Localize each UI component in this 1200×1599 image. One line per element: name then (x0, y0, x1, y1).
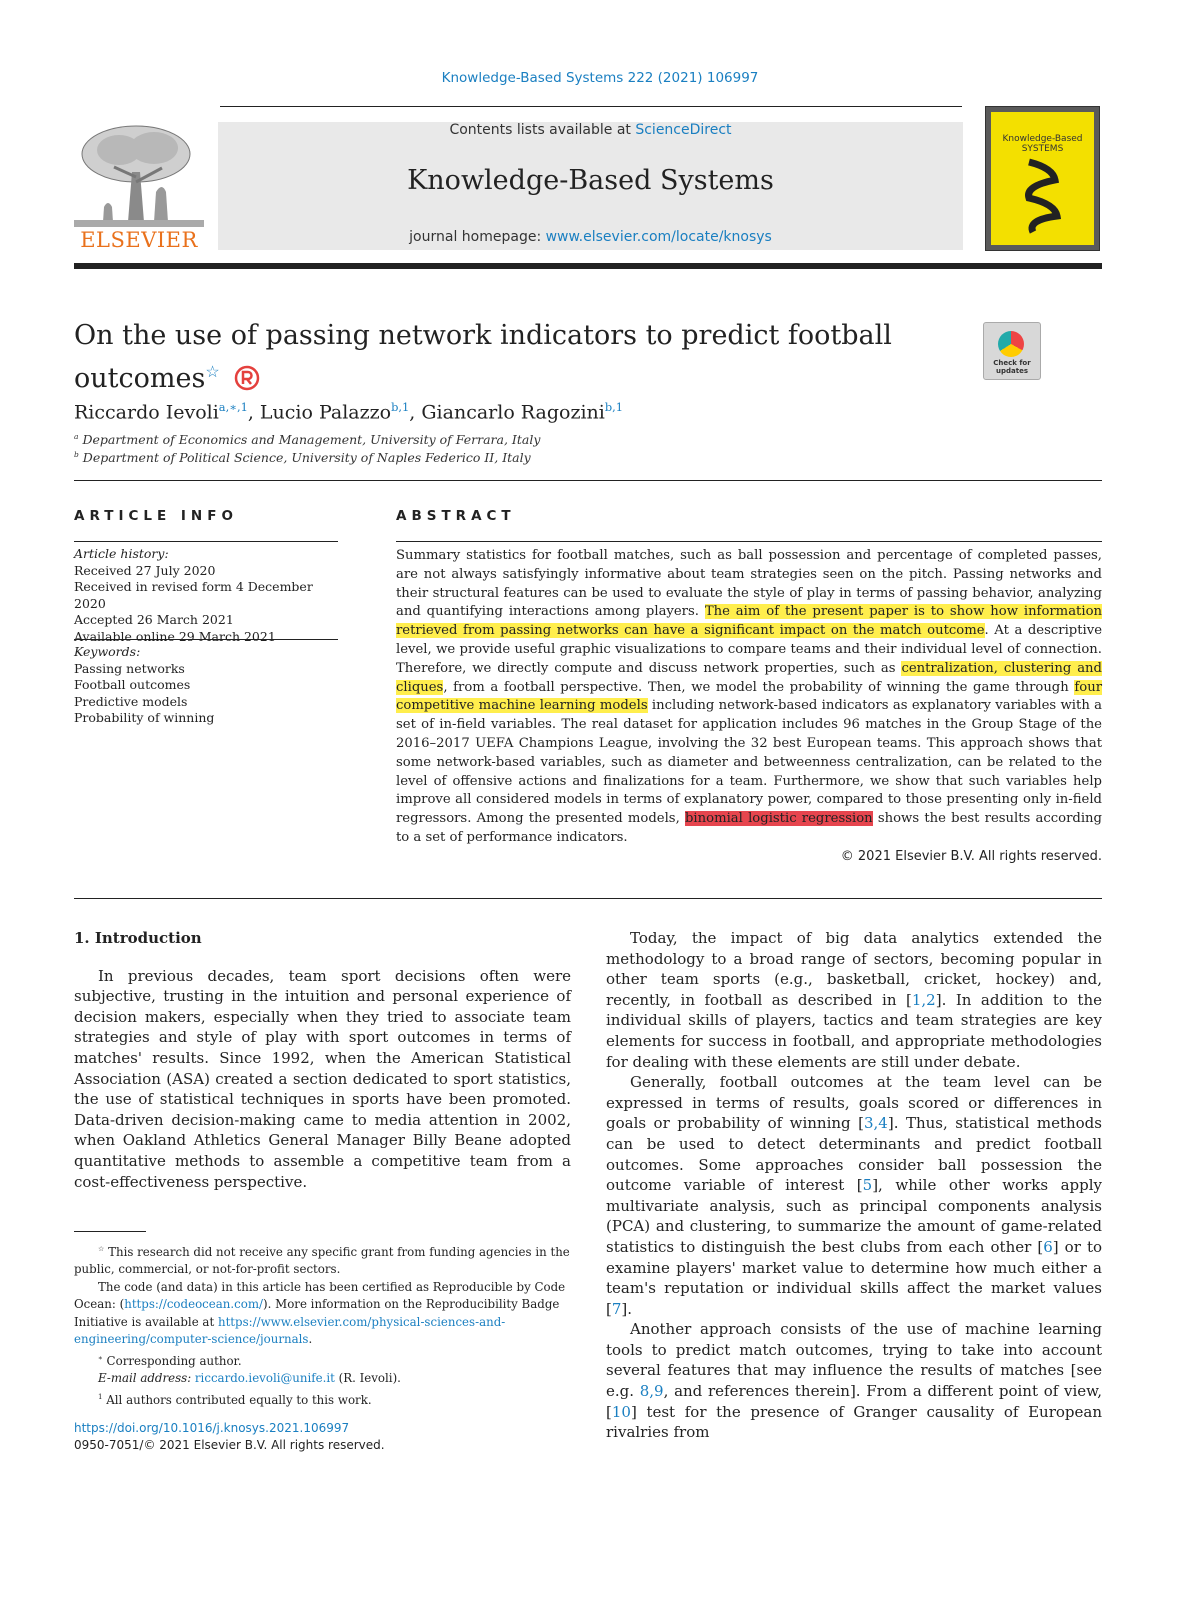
keywords (74, 644, 338, 727)
text: Today, the impact of big data analytics extended the methodology to a broad range of sectors, becoming popular in other team sports (e.g., basketball, cricket, hockey) and, recently, in football as described in [ (606, 929, 1102, 1009)
footnote-text: (R. Ievoli). (334, 1371, 401, 1386)
author-affiliation-marks[interactable]: b,1 (391, 400, 410, 414)
text: ] or to examine players' market value to determine how much either a team's reputation or individual skills affect the market values [ (606, 1237, 1102, 1318)
header-top-rule (220, 106, 962, 107)
citation-link[interactable]: 5 (862, 1176, 873, 1195)
contents-line (218, 122, 963, 138)
journal-title: Knowledge-Based Systems (407, 165, 774, 196)
footnotes (74, 1240, 571, 1409)
text: ], while other works apply multivariate analysis, such as principal components analysis (PCA) and clustering, to summarize the amount of game-related statistics to distinguish the best clubs from each other [ (606, 1176, 1102, 1256)
header-thick-rule (74, 263, 1102, 269)
abstract-rule (396, 541, 1102, 542)
article-title (74, 318, 894, 397)
citation-link[interactable]: 1,2 (911, 990, 936, 1009)
left-column (74, 928, 571, 1192)
footnote-mark: ☆ (98, 1244, 105, 1253)
abstract-segment: , from a football perspective. Then, we model the probability of winning the game through (443, 679, 1075, 695)
abstract-segment: shows the best results according to a set of performance indicators. (396, 811, 1102, 845)
keywords-label: Keywords: (74, 644, 141, 659)
affiliation-text: Department of Economics and Management, University of Ferrara, Italy (82, 432, 541, 448)
author-separator: , (247, 401, 260, 424)
footnote-corresponding (74, 1349, 571, 1370)
doi-block (74, 1420, 385, 1454)
text: ]. In addition to the individual skills of players, tactics and team strategies are key elements for success in football, and appropriate methodologies for dealing with these elements are still under debate. (606, 990, 1102, 1071)
issn-line: 0950-7051/© 2021 Elsevier B.V. All rights reserved. (74, 1438, 385, 1452)
text: ]. (621, 1299, 633, 1318)
body-paragraph: In previous decades, team sport decisions often were subjective, trusting in the intuition and personal experience of decision makers, especially when they tried to associate team strategies and style of play with sport outcomes in terms of matches' results. Since 1992, when the American Statistical Association (ASA) created a section dedicated to sport statistics, the use of statistical techniques in sports have been promoted. Data-driven decision-making came to media attention in 2002, when Oakland Athletics General Manager Billy Beane adopted quantitative methods to assemble a competitive team from a cost-effectiveness perspective. (74, 966, 571, 1191)
homepage-prefix: journal homepage: (409, 229, 546, 245)
affiliation-b (74, 450, 531, 465)
cover-title: Knowledge-Based SYSTEMS (1002, 134, 1083, 154)
journal-reference[interactable]: Knowledge-Based Systems 222 (2021) 106997 (441, 70, 759, 86)
footnote-text: . (308, 1332, 313, 1347)
article-history (74, 546, 338, 645)
citation-link[interactable]: 7 (611, 1299, 622, 1318)
homepage-line (218, 229, 963, 245)
author-affiliation-marks[interactable]: a,∗,1 (218, 400, 248, 414)
affiliation-a (74, 432, 540, 447)
author-list (74, 400, 623, 423)
body-paragraph (606, 928, 1102, 1072)
cover-panel (991, 112, 1094, 245)
history-label: Article history: (74, 546, 169, 561)
footnote-text: Corresponding author. (102, 1353, 242, 1368)
author-affiliation-marks[interactable]: b,1 (604, 400, 624, 414)
title-line-2: outcomes (74, 363, 206, 394)
article-info-rule (74, 541, 338, 542)
body-rule (74, 898, 1102, 899)
email-label: E-mail address: (98, 1371, 192, 1386)
abstract-segment: including network-based indicators as explanatory variables with a set of in-field variables. The real dataset for application includes 96 matches in the Group Stage of the 2016–2017 UEFA Champions League, involving the 32 best European teams. This approach shows that some network-based variables, such as diameter and betweenness centralization, can be related to the level of offensive actions and finalizations for a team. Furthermore, we show that such variables help improve all considered models in terms of explanatory power, compared to those presenting only in-field regressors. Among the presented models, (396, 698, 1103, 827)
elsevier-logo (74, 122, 204, 252)
highlight-yellow[interactable]: four competitive machine learning models (396, 679, 1102, 714)
footnote-rule (74, 1231, 146, 1232)
author-name: Riccardo Ievoli (74, 401, 219, 424)
citation-link[interactable]: 6 (1043, 1237, 1053, 1256)
footnote-text: The code (and data) in this article has been certified as Reproducible by Code Ocean: ( (74, 1279, 566, 1312)
journal-cover[interactable] (985, 106, 1100, 251)
citation-link[interactable]: 8,9 (639, 1382, 664, 1401)
citation-link[interactable]: 3,4 (863, 1114, 888, 1133)
highlight-red[interactable]: binomial logistic regression (684, 811, 873, 827)
text: Another approach consists of the use of machine learning tools to predict match outcomes, trying to take into account several features that may influence the results of matches [see e.g. (606, 1320, 1102, 1401)
elsevier-wordmark: ELSEVIER (80, 228, 198, 252)
citation-link[interactable]: 10 (611, 1402, 631, 1421)
check-updates-label: Check for updates (993, 359, 1031, 375)
keyword: Probability of winning (74, 710, 215, 725)
history-item: Available online 29 March 2021 (74, 628, 276, 644)
footnote-equal-contribution (74, 1388, 571, 1409)
footnote-text: This research did not receive any specific grant from funding agencies in the public, commercial, or not-for-profit sectors. (74, 1244, 570, 1277)
footnote-funding (74, 1240, 571, 1279)
footnote-text: ). More information on the Reproducibility Badge Initiative is available at (74, 1297, 560, 1329)
affiliation-text: Department of Political Science, University of Naples Federico II, Italy (82, 450, 531, 466)
abstract-copyright: © 2021 Elsevier B.V. All rights reserved. (840, 849, 1102, 864)
title-line-1: On the use of passing network indicators to predict football (74, 320, 892, 351)
body-paragraph (606, 1072, 1102, 1319)
contents-prefix: Contents lists available at (449, 122, 636, 138)
abstract-text (396, 547, 1102, 848)
author-name: Lucio Palazzo (259, 401, 392, 424)
check-for-updates-button[interactable] (983, 322, 1041, 380)
article-info-label: ARTICLE INFO (74, 508, 238, 524)
history-item: Received in revised form 4 December 2020 (74, 579, 313, 611)
codeocean-link[interactable]: https://codeocean.com/ (124, 1297, 264, 1312)
footnote-reproducibility (74, 1279, 571, 1349)
title-footnote-star[interactable]: ☆ (205, 362, 220, 381)
footnote-mark: ∗ (98, 1352, 103, 1362)
text: , and references therein]. From a different point of view, [ (606, 1382, 1102, 1421)
text: ] test for the presence of Granger causality of European rivalries from (606, 1402, 1102, 1442)
footnote-mark: 1 (98, 1391, 103, 1401)
highlight-yellow[interactable]: centralization, clustering and cliques (396, 660, 1102, 695)
affiliation-mark: a (74, 432, 79, 441)
text: ]. Thus, statistical methods can be used to detect determinants and predict football outcomes. Some approaches consider ball possession the outcome variable of interest [ (606, 1114, 1102, 1195)
doi-link[interactable]: https://doi.org/10.1016/j.knosys.2021.106997 (74, 1421, 350, 1435)
keyword: Passing networks (74, 660, 185, 676)
check-updates-icon (998, 331, 1024, 357)
footnote-text: All authors contributed equally to this work. (102, 1392, 372, 1407)
homepage-link[interactable]: www.elsevier.com/locate/knosys (545, 229, 772, 245)
email-link[interactable]: riccardo.ievoli@unife.it (194, 1371, 335, 1386)
highlight-yellow[interactable]: The aim of the present paper is to show how information retrieved from passing networks can have a significant impact on the match outcome (396, 604, 1103, 639)
affiliation-mark: b (74, 450, 79, 459)
history-item: Accepted 26 March 2021 (74, 612, 234, 627)
cover-helix-icon (991, 112, 1094, 245)
text: Generally, football outcomes at the team level can be expressed in terms of results, goals scored or differences in goals or probability of winning [ (606, 1073, 1102, 1133)
elsevier-journals-link[interactable]: https://www.elsevier.com/physical-sciences-and-engineering/computer-science/journals (74, 1314, 506, 1347)
abstract-label: ABSTRACT (396, 508, 516, 524)
section-heading-introduction: 1. Introduction (74, 929, 202, 947)
body-paragraph (606, 1319, 1102, 1443)
keyword: Predictive models (74, 693, 188, 709)
author-separator: , (409, 401, 422, 424)
reproducibility-badge-icon[interactable] (234, 365, 260, 391)
section-rule (74, 480, 1102, 481)
abstract-segment: Summary statistics for football matches, such as ball possession and percentage of completed passes, are not always satisfyingly informative about team strategies seen on the pitch. Passing networks and their structural features can be used to evaluate the style of play in terms of passing behavior, analyzing and quantifying interactions among players. (396, 548, 1102, 620)
abstract-segment: . At a descriptive level, we provide useful graphic visualizations to compare teams and their individual level of connection. Therefore, we directly compute and discuss network properties, such as (396, 623, 1102, 676)
keyword: Football outcomes (74, 677, 191, 692)
right-column (606, 928, 1102, 1443)
sciencedirect-link[interactable]: ScienceDirect (635, 122, 732, 138)
author-name: Giancarlo Ragozini (421, 401, 605, 424)
footnote-email (74, 1370, 571, 1388)
elsevier-tree-icon (74, 122, 204, 227)
history-item: Received 27 July 2020 (74, 562, 216, 578)
